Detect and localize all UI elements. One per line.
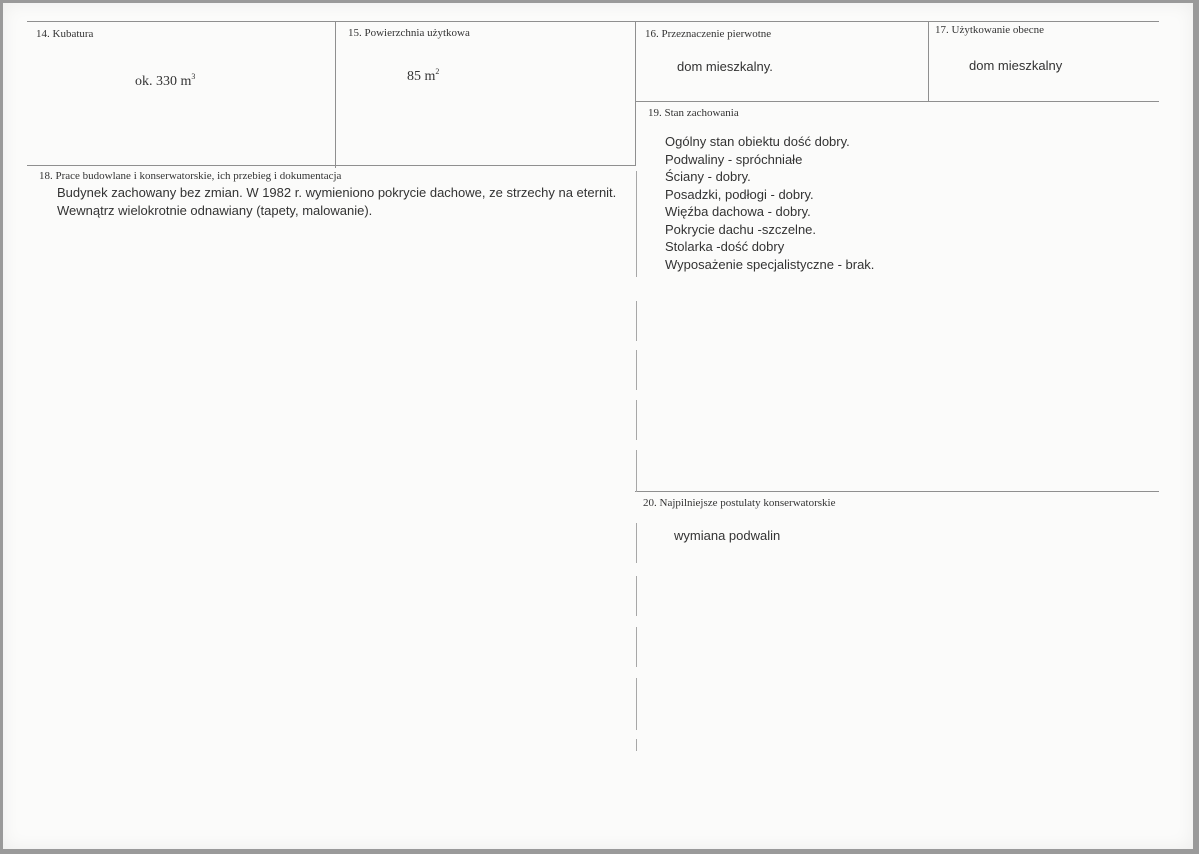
center-dash <box>636 350 637 390</box>
field-19-label: 19. Stan zachowania <box>648 107 739 119</box>
center-dash <box>636 171 637 277</box>
kubatura-number: ok. 330 m <box>135 74 192 89</box>
field-18-label: 18. Prace budowlane i konserwatorskie, ich przebieg i dokumentacja <box>39 170 342 182</box>
stan-item: Więźba dachowa - dobry. <box>665 204 811 219</box>
divider-14-15 <box>335 21 336 168</box>
stan-list <box>665 133 874 273</box>
center-dash <box>636 627 637 667</box>
stan-item: Podwaliny - spróchniałe <box>665 151 803 167</box>
stan-item: Ściany - dobry. <box>665 169 751 184</box>
stan-item: Stolarka -dość dobry <box>665 239 785 254</box>
center-dash <box>636 739 637 751</box>
rule-above-19 <box>635 101 1159 102</box>
center-dash <box>636 301 637 341</box>
stan-item: Posadzki, podłogi - dobry. <box>665 186 814 202</box>
field-20-label: 20. Najpilniejsze postulaty konserwatorskie <box>643 497 836 509</box>
powierzchnia-unit-exponent: 2 <box>435 67 440 76</box>
field-15-value <box>407 67 439 85</box>
divider-16-17 <box>928 21 929 101</box>
field-16-label: 16. Przeznaczenie pierwotne <box>645 28 772 40</box>
field-14-label: 14. Kubatura <box>36 28 94 40</box>
center-dash <box>636 450 637 492</box>
kubatura-unit-exponent: 3 <box>191 72 196 81</box>
field-15-label: 15. Powierzchnia użytkowa <box>348 27 470 39</box>
form-sheet <box>3 3 1193 849</box>
field-16-value: dom mieszkalny. <box>677 59 773 74</box>
divider-center-top <box>635 21 636 166</box>
center-dash <box>636 523 637 563</box>
field-14-value <box>135 72 195 90</box>
center-dash <box>636 678 637 730</box>
center-dash <box>636 400 637 440</box>
stan-item: Pokrycie dachu -szczelne. <box>665 221 817 237</box>
stan-item: Ogólny stan obiektu dość dobry. <box>665 134 850 149</box>
field-20-value: wymiana podwalin <box>674 528 781 543</box>
rule-above-18 <box>27 165 635 166</box>
stan-item: Wyposażenie specjalistyczne - brak. <box>665 256 875 272</box>
field-18-text: Budynek zachowany bez zmian. W 1982 r. wymieniono pokrycie dachowe, ze strzechy na eternit. Wewnątrz wielokrotnie odnawiany (tapety, malowanie). <box>57 185 617 218</box>
field-17-value: dom mieszkalny <box>969 58 1063 73</box>
center-dash <box>636 576 637 616</box>
powierzchnia-number: 85 m <box>407 69 436 84</box>
top-rule <box>27 21 1159 22</box>
field-17-label: 17. Użytkowanie obecne <box>935 24 1045 36</box>
rule-above-20 <box>635 491 1159 492</box>
